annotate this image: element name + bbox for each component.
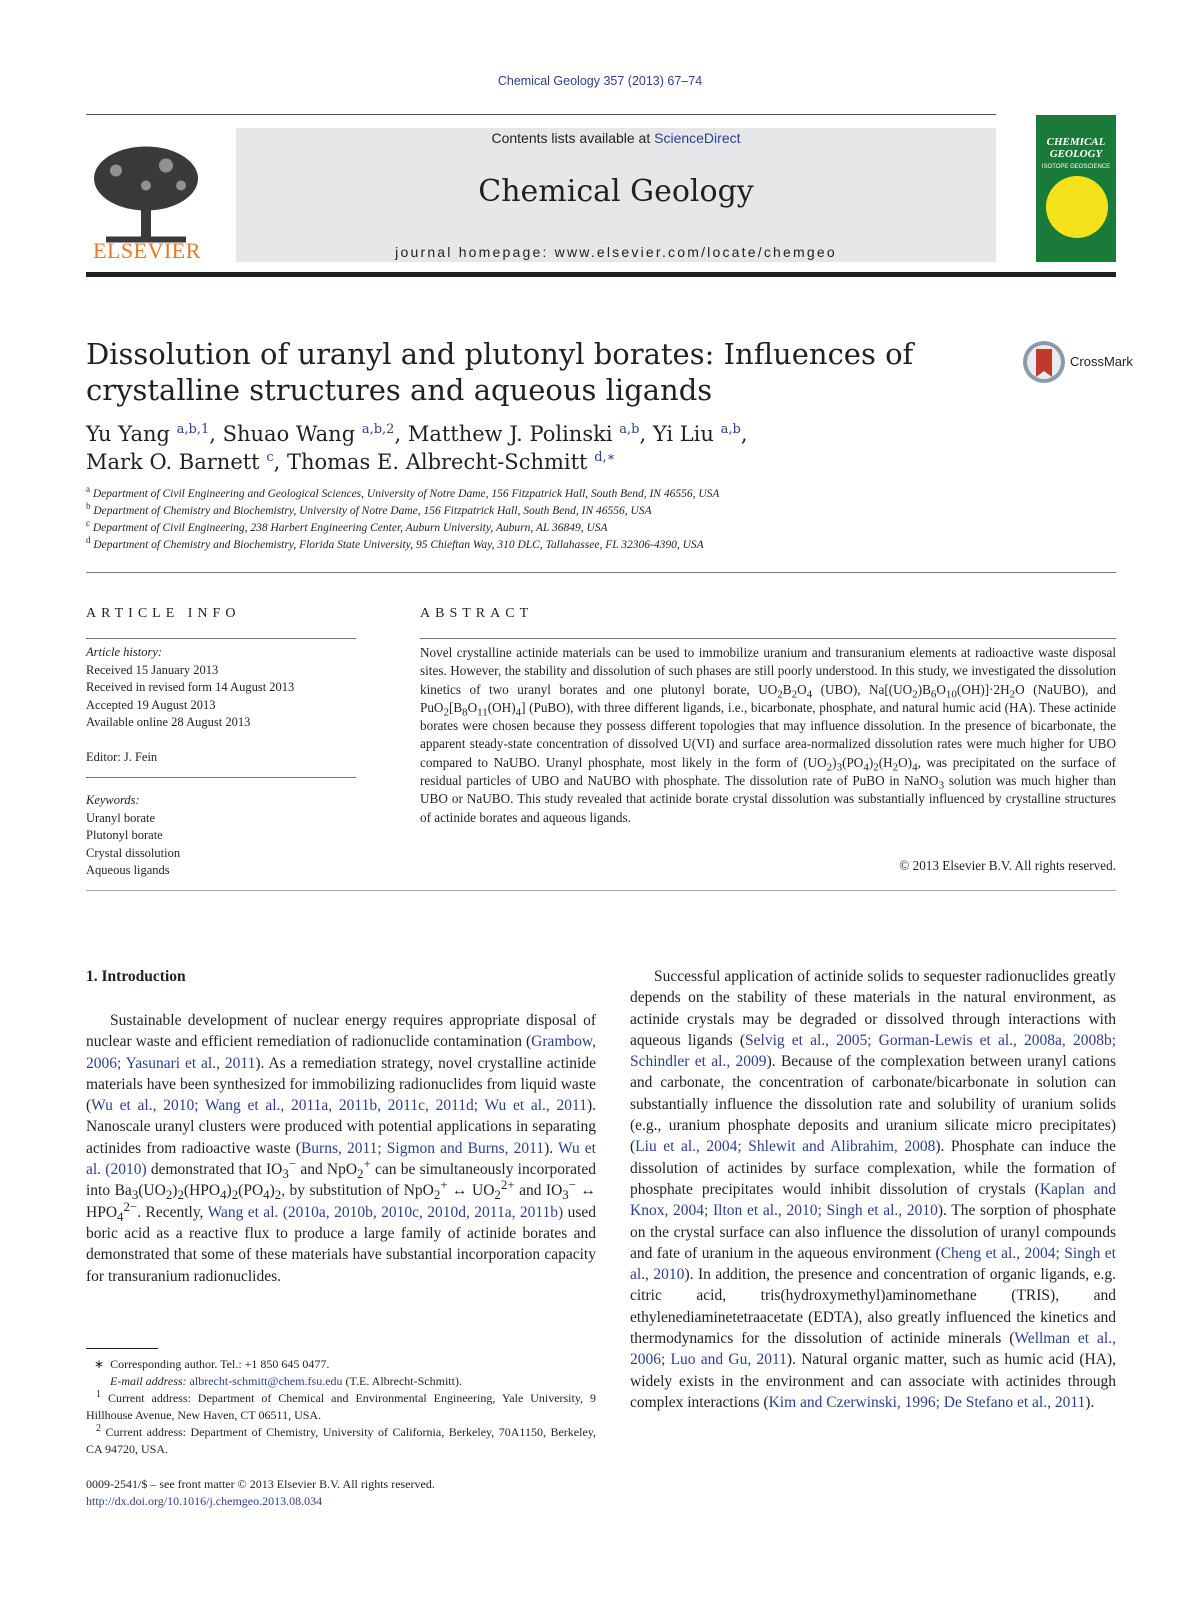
author-list (86, 420, 966, 476)
journal-citation[interactable]: Chemical Geology 357 (2013) 67–74 (497, 74, 703, 88)
history-item: Received 15 January 2013 (86, 662, 219, 677)
footnotes: ∗ Corresponding author. Tel.: +1 850 645 0477. E-mail address: albrecht-schmitt@chem.fsu.edu (T.E. Albrecht-Schmitt). $^1$ Current address: Department of Chemical and Environmental Engineering, Yale University, 9 Hillhouse Avenue, New Haven, CT 06511, USA. $^2$ Current address: Department of Chemistry, University of California, Berkeley, 70A1150, Berkeley, CA 94720, USA. (86, 1357, 597, 1456)
cover-title: CHEMICAL GEOLOGY (1046, 136, 1106, 160)
abstract-heading: ABSTRACT (420, 606, 534, 621)
intro-paragraph-2: Successful application of actinide solids to sequester radionuclides greatly depends on the stability of these materials in the natural environment, as actinide crystals may be degraded or dissolved through interactions with aqueous ligands (Selvig et al., 2005; Gorman-Lewis et al., 2008a, 2008b; Schindler et al., 2009). Because of the complexation between uranyl cations and carbonate, the concentration of carbonate/bicarbonate in solution can substantially influence the dissolution rate and solubility of uranium solids (e.g., uranium phosphate deposits and uranium silicate micro precipitates) (Liu et al., 2004; Shlewit and Alibrahim, 2008). Phosphate can induce the dissolution of actinides by surface complexation, while the formation of phosphate precipitates would inhibit dissolution of crystals (Kaplan and Knox, 2004; Ilton et al., 2010; Singh et al., 2010). The sorption of phosphate on the crystal surface can also influence the dissolution of uranyl compounds and fate of uranium in the aqueous environment (Cheng et al., 2004; Singh et al., 2010). In addition, the presence and concentration of organic ligands, e.g. citric acid, tris(hydroxymethyl)aminomethane (TRIS), and ethylenediaminetetraacetate (EDTA), also greatly influenced the kinetics and thermodynamics for the dissolution of actinide minerals (Wellman et al., 2006; Luo and Gu, 2011). Natural organic matter, such as humic acid (HA), widely exists in the environment and can associate with actinides through complex interactions (Kim and Czerwinski, 1996; De Stefano et al., 2011). (630, 968, 1117, 1411)
author: Mark O. Barnett $^c$, (86, 450, 287, 474)
paper-title: Dissolution of uranyl and plutonyl borates: Influences of crystalline structures and aqueous ligands (86, 337, 914, 407)
affiliation: $^c$ Department of Civil Engineering, 238 Harbert Engineering Center, Auburn University, Auburn, AL 36849, USA (86, 518, 608, 534)
affiliation: $^b$ Department of Chemistry and Biochemistry, University of Notre Dame, 156 Fitzpatrick Hall, South Bend, IN 46556, USA (86, 501, 652, 517)
citation-link[interactable]: Grambow, 2006; Yasunari et al., 2011 (86, 1033, 596, 1072)
citation-link[interactable]: Wu et al., 2010; Wang et al., 2011a, 2011b, 2011c, 2011d; Wu et al., 2011 (91, 1097, 587, 1115)
keyword: Aqueous ligands (86, 863, 170, 877)
author: Yi Liu $^{a,b}$, (652, 422, 748, 446)
doi-link[interactable]: http://dx.doi.org/10.1016/j.chemgeo.2013.08.034 (86, 1494, 323, 1508)
affiliation: $^d$ Department of Chemistry and Biochemistry, Florida State University, 95 Chieftan Way, 310 DLC, Tallahassee, FL 32306-4390, USA (86, 535, 704, 551)
author: Shuao Wang $^{a,b,2}$, (222, 422, 408, 446)
history-item: Received in revised form 14 August 2013 (86, 680, 295, 694)
abstract-text: Novel crystalline actinide materials can be used to immobilize uranium and transuranium elements at radioactive waste disposal sites. However, the stability and dissolution of such phases are still poorly understood. In this study, we investigated the dissolution kinetics of two uranyl borates and one plutonyl borate, $UO_2B_2O_4$ (UBO), $Na[(UO_2)B_6O_{10}(OH)]\cdot 2H_2O$ (NaUBO), and $PuO_2[B_8O_{11}(OH)_4]$ (PuBO), with three different ligands, i.e., bicarbonate, phosphate, and natural humic acid (HA). These actinide borates were chosen because they possess different topologies that may influence dissolution. In the presence of bicarbonate, the apparent steady-state concentration of dissolved U(VI) and surface area-normalized dissolution rates were much higher for UBO compared to NaUBO. Uranyl phosphate, most likely in the form of $(UO_2)_3(PO_4)_2(H_2O)_4$, was precipitated on the surface of residual particles of UBO and NaUBO with phosphate. The dissolution rate of PuBO in NaNO$_3$ solution was much higher than UBO or NaUBO. This study revealed that actinide borate crystal dissolution was substantially influenced by crystalline structures of actinide borates and aqueous ligands. (420, 645, 1117, 825)
abstract-rule (420, 638, 1116, 639)
history-item: Accepted 19 August 2013 (86, 697, 216, 712)
author: Matthew J. Polinski $^{a,b}$, (407, 422, 653, 446)
article-info: Article history: Received 15 January 2013 Received in revised form 14 August 2013 Accepted 19 August 2013 Available online 28 August 2013 Editor: J. Fein Keywords: Uranyl borate Plutonyl borate Crystal dissolution Aqueous ligands (86, 644, 356, 880)
keyword: Plutonyl borate (86, 828, 163, 842)
citation-link[interactable]: Cheng et al., 2004; Singh et al., 2010 (630, 1244, 1116, 1284)
citation-link[interactable]: Kaplan and Knox, 2004; Ilton et al., 2010; Singh et al., 2010 (630, 1180, 1116, 1220)
front-matter-info: 0009-2541/$ – see front matter © 2013 Elsevier B.V. All rights reserved. http://dx.doi.org/10.1016/j.chemgeo.2013.08.034 (86, 1477, 435, 1508)
author: Yu Yang $^{a,b,1}$, (86, 422, 223, 446)
affiliations (86, 486, 1046, 554)
cover-yellow-disc (1046, 176, 1108, 238)
citation-link[interactable]: Wellman et al., 2006; Luo and Gu, 2011 (630, 1330, 1116, 1369)
abstract-copyright: © 2013 Elsevier B.V. All rights reserved. (899, 858, 1116, 873)
info-rule (86, 638, 356, 639)
editor: Editor: J. Fein (86, 749, 158, 764)
keyword: Crystal dissolution (86, 845, 181, 860)
article-info-heading: ARTICLE INFO (86, 606, 241, 621)
journal-title: Chemical Geology (478, 174, 754, 209)
header-thick-rule (86, 272, 1116, 277)
affiliation: $^a$ Department of Civil Engineering and Geological Sciences, University of Notre Dame, 156 Fitzpatrick Hall, South Bend, IN 46556, USA (86, 484, 720, 500)
header-rule (86, 114, 996, 115)
intro-paragraph-1: Sustainable development of nuclear energy requires appropriate disposal of nuclear waste and efficient remediation of radionuclide contamination (Grambow, 2006; Yasunari et al., 2011). As a remediation strategy, novel crystalline actinide materials have been synthesized for immobilizing radionuclides from liquid waste (Wu et al., 2010; Wang et al., 2011a, 2011b, 2011c, 2011d; Wu et al., 2011). Nanoscale uranyl clusters were produced with potential applications in separating actinides from radioactive waste (Burns, 2011; Sigmon and Burns, 2011). Wu et al. (2010) demonstrated that $IO_3^-$ and NpO$_2$+ can be simultaneously incorporated into $Ba_3(UO_2)_2(HPO_4)_2(PO_4)_2$, by substitution of NpO$_2$+ ↔ $UO_2^{2+}$ and $IO_3^-$ ↔ $HPO_4^{2-}$. Recently, Wang et al. (2010a, 2010b, 2010c, 2010d, 2011a, 2011b) used boric acid as a reactive flux to produce a large family of actinide borates and demonstrated that some of these materials have substantial incorporation capacity for transuranium radionuclides. (86, 1012, 596, 1285)
info-rule (86, 777, 356, 778)
cover-subtitle: ISOTOPE GEOSCIENCE (1041, 164, 1111, 170)
contents-available: Contents lists available at ScienceDirect (491, 130, 741, 146)
crossmark-label[interactable]: CrossMark (1070, 354, 1133, 369)
citation-link[interactable]: Selvig et al., 2005; Gorman-Lewis et al., 2008a, 2008b; Schindler et al., 2009 (630, 1031, 1117, 1071)
citation-link[interactable]: Kim and Czerwinski, 1996; De Stefano et al., 2011 (768, 1393, 1086, 1411)
section-rule (86, 890, 1116, 891)
author: Thomas E. Albrecht-Schmitt $^{d,∗}$ (286, 450, 616, 474)
publisher-wordmark: ELSEVIER (93, 238, 201, 263)
crossmark-icon[interactable] (1022, 340, 1066, 384)
email-link[interactable]: albrecht-schmitt@chem.fsu.edu (189, 1374, 343, 1388)
journal-homepage[interactable]: journal homepage: www.elsevier.com/locate/chemgeo (395, 244, 837, 260)
citation-link[interactable]: Wu et al. (2010) (86, 1139, 596, 1179)
citation-link[interactable]: Wang et al. (2010a, 2010b, 2010c, 2010d, 2011a, 2011b) (207, 1203, 564, 1221)
history-item: Available online 28 August 2013 (86, 715, 251, 729)
section-heading: 1. Introduction (86, 968, 186, 985)
citation-link[interactable]: Burns, 2011; Sigmon and Burns, 2011 (300, 1139, 545, 1157)
section-rule (86, 572, 1116, 573)
sciencedirect-link[interactable]: ScienceDirect (654, 130, 741, 146)
keyword: Uranyl borate (86, 810, 156, 825)
citation-link[interactable]: Liu et al., 2004; Shlewit and Alibrahim, 2008 (635, 1138, 936, 1156)
footnote-rule (86, 1348, 158, 1349)
